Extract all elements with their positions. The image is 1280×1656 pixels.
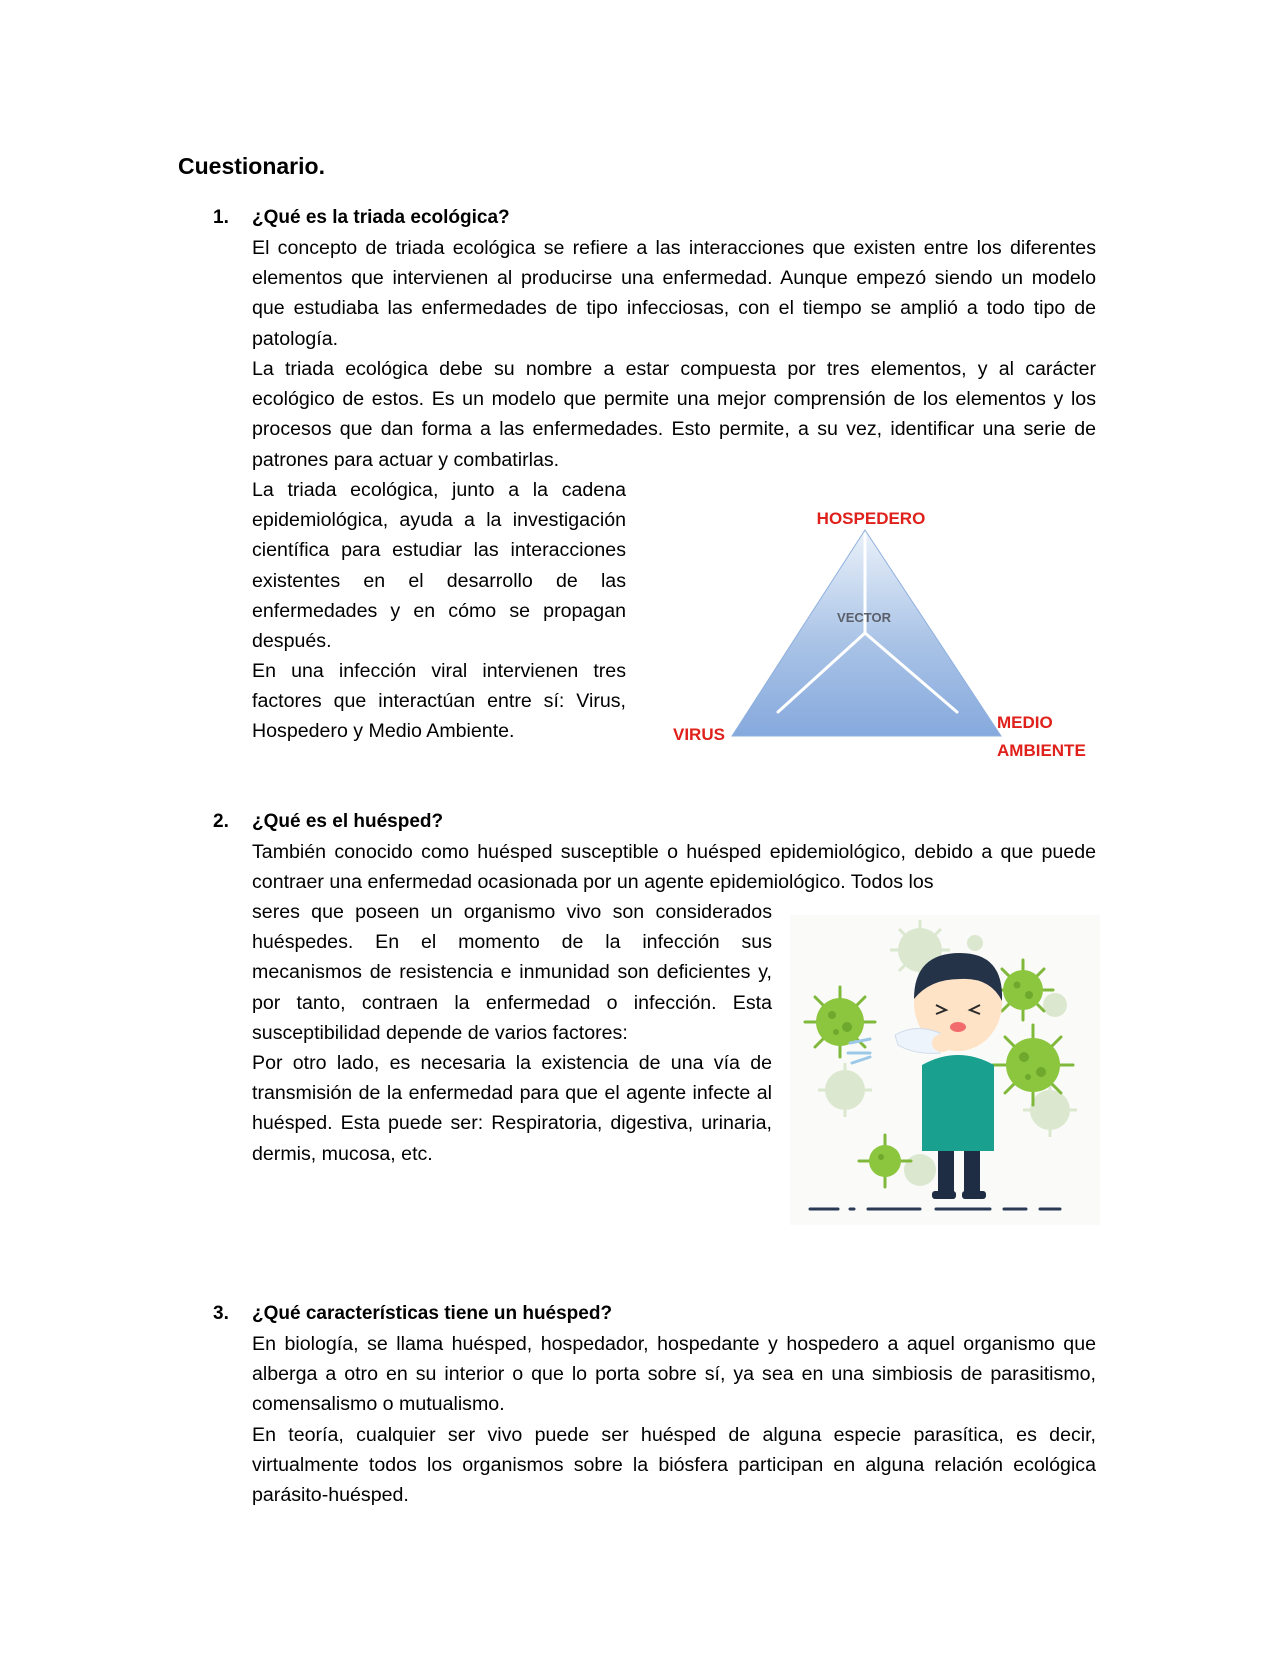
label-ambiente: AMBIENTE [997,741,1086,760]
virus-faded-icon [904,1154,936,1186]
virus-faded-icon [967,935,983,951]
question-1-title: ¿Qué es la triada ecológica? [252,207,510,228]
question-3-number: 3. [213,1303,229,1324]
question-1-paragraph-4: En una infección viral intervienen tres factores que interactúan entre sí: Virus, Hospedero y Medio Ambiente. [252,660,626,743]
label-hospedero: HOSPEDERO [816,509,926,528]
question-3-title: ¿Qué características tiene un huésped? [252,1303,613,1324]
virus-icon [805,987,875,1057]
question-3-paragraph-1: En biología, se llama huésped, hospedador, hospedante y hospedero a aquel organismo que alberga a otro en su interior o que lo porta sobre sí, ya sea en una simbiosis de parasitismo, comensalismo o mutualismo. [252,1333,1096,1416]
virus-faded-icon [1043,993,1067,1017]
question-2-number: 2. [213,811,229,832]
ecological-triad-diagram [660,500,1100,770]
question-1-number: 1. [213,207,229,228]
sneezing-person-illustration [790,915,1100,1225]
question-1-paragraph-3: La triada ecológica, junto a la cadena epidemiológica, ayuda a la investigación científica para estudiar las interacciones existentes en el desarrollo de las enfermedades y en cómo se propagan después. [252,479,626,653]
question-2-paragraph-2: seres que poseen un organismo vivo son considerados huéspedes. En el momento de la infección sus mecanismos de resistencia e inmunidad son deficientes y, por tanto, contraen la enfermedad o infección. Esta susceptibilidad depende de varios factores: [252,901,772,1044]
question-1-paragraph-1: El concepto de triada ecológica se refiere a las interacciones que existen entre los diferentes elementos que intervienen al producirse una enfermedad. Aunque empezó siendo un modelo que estudiaba las enfermedades de tipo infecciosas, con el tiempo se amplió a todo tipo de patología. [252,237,1096,350]
virus-icon [993,960,1053,1020]
question-3-paragraph-2: En teoría, cualquier ser vivo puede ser huésped de alguna especie parasítica, es decir, virtualmente todos los organismos sobre la biósfera participan en alguna relación ecológica parásito-huésped. [252,1424,1096,1507]
question-2-title: ¿Qué es el huésped? [252,811,444,832]
page-title: Cuestionario. [178,153,325,179]
label-medio: MEDIO [997,713,1053,732]
virus-icon [993,1025,1073,1105]
question-2-paragraph-3: Por otro lado, es necesaria la existencia de una vía de transmisión de la enfermedad para que el agente infecte al huésped. Esta puede ser: Respiratoria, digestiva, urinaria, dermis, mucosa, etc. [252,1052,772,1165]
question-1-paragraph-2: La triada ecológica debe su nombre a estar compuesta por tres elementos, y al carácter ecológico de estos. Es un modelo que permite una mejor comprensión de los elementos y los procesos que dan forma a las enfermedades. Esto permite, a su vez, identificar una serie de patrones para actuar y combatirlas. [252,358,1096,471]
label-virus: VIRUS [673,725,725,744]
label-vector: VECTOR [837,610,891,625]
question-2-paragraph-1: También conocido como huésped susceptible o huésped epidemiológico, debido a que puede contraer una enfermedad ocasionada por un agente epidemiológico. Todos los [252,841,1096,894]
